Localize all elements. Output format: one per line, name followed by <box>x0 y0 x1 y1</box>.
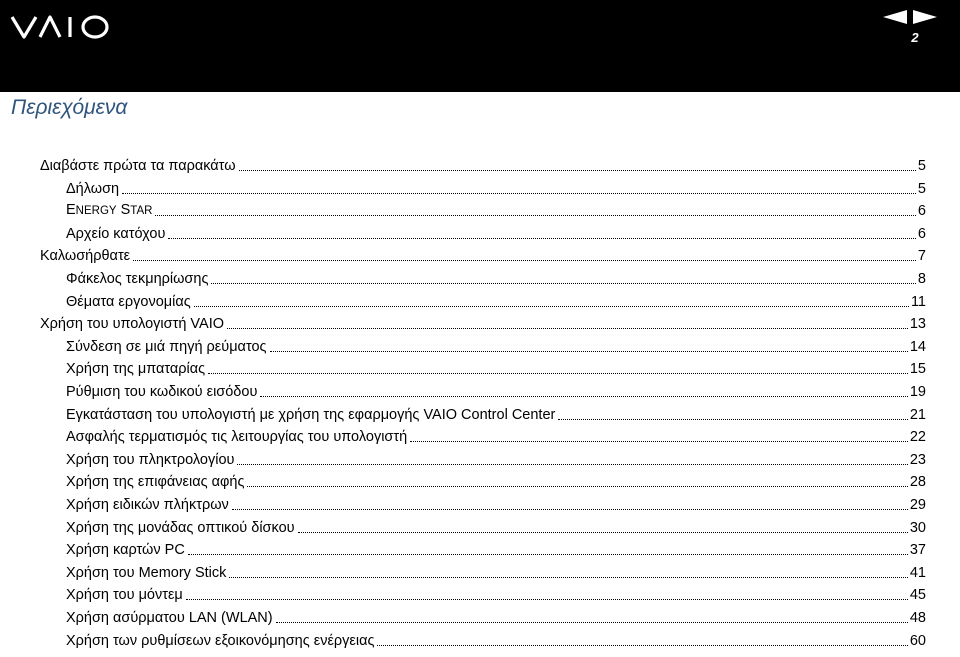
toc-entry-label: Ασφαλής τερματισμός τις λειτουργίας του υπολογιστή <box>66 429 408 446</box>
toc-entry-label: Αρχείο κατόχου <box>66 225 166 242</box>
dot-leader <box>377 644 907 646</box>
toc-entry-label: Χρήση της μπαταρίας <box>66 361 206 378</box>
toc-entry[interactable] <box>66 291 926 311</box>
toc-entry-label: Χρήση της επιφάνειας αφής <box>66 474 245 491</box>
dot-leader <box>194 305 909 307</box>
toc-entry-page: 23 <box>909 451 926 468</box>
dot-leader <box>270 350 908 352</box>
toc-entry-label: Καλωσήρθατε <box>40 248 131 265</box>
dot-leader <box>168 237 916 239</box>
toc-entry-page: 14 <box>909 338 926 355</box>
toc-entry-page: 41 <box>909 564 926 581</box>
toc-entry-page: 5 <box>917 180 926 197</box>
toc-entry-label: Χρήση της μονάδας οπτικού δίσκου <box>66 519 295 536</box>
dot-leader <box>410 440 908 442</box>
dot-leader <box>186 598 908 600</box>
vaio-logo <box>10 14 122 40</box>
toc-entry[interactable] <box>40 245 926 265</box>
toc-entry-page: 22 <box>909 429 926 446</box>
toc-entry-label: Θέματα εργονομίας <box>66 293 191 310</box>
toc-entry-page: 13 <box>909 316 926 333</box>
toc-entry-label: Χρήση καρτών PC <box>66 542 185 559</box>
toc-entry[interactable] <box>66 517 926 537</box>
toc-entry[interactable] <box>66 336 926 356</box>
toc-entry-label: Φάκελος τεκμηρίωσης <box>66 271 209 287</box>
toc-entry-label: Διαβάστε πρώτα τα παρακάτω <box>40 158 236 174</box>
toc-entry-page: 28 <box>909 474 926 491</box>
dot-leader <box>208 372 908 374</box>
toc-entry-page: 5 <box>917 158 926 174</box>
toc-entry[interactable] <box>66 381 926 401</box>
toc-entry-label: Χρήση του μόντεμ <box>66 587 183 604</box>
toc-entry[interactable] <box>40 313 926 333</box>
toc-entry[interactable] <box>66 178 926 198</box>
toc-entry[interactable] <box>66 584 926 604</box>
toc-entry[interactable] <box>66 223 926 243</box>
toc-entry-page: 15 <box>909 361 926 378</box>
toc-entry[interactable] <box>66 268 926 288</box>
dot-leader <box>247 485 907 487</box>
toc-entry-label: Χρήση του Memory Stick <box>66 564 227 581</box>
toc-entry-page: 6 <box>917 225 926 242</box>
dot-leader <box>237 463 907 465</box>
dot-leader <box>155 214 915 216</box>
dot-leader <box>229 576 907 578</box>
toc-entry-page: 6 <box>917 203 926 220</box>
toc-entry[interactable] <box>66 200 926 220</box>
toc-entry-label: Εγκατάσταση του υπολογιστή με χρήση της εφαρμογής VAIO Control Center <box>66 406 556 423</box>
toc-entry-page: 60 <box>909 632 926 649</box>
toc-entry-page: 45 <box>909 587 926 604</box>
toc-entry-page: 37 <box>909 542 926 559</box>
dot-leader <box>188 553 908 555</box>
toc-entry[interactable] <box>66 630 926 650</box>
dot-leader <box>133 259 916 261</box>
dot-leader <box>558 418 908 420</box>
toc-entry-label: Χρήση ειδικών πλήκτρων <box>66 497 229 513</box>
page-title: Περιεχόμενα <box>11 96 128 119</box>
toc-entry-label: Δήλωση <box>66 180 120 197</box>
toc-entry-page: 21 <box>909 406 926 423</box>
arrow-right-icon[interactable] <box>913 10 937 24</box>
toc-entry-page: 30 <box>909 519 926 536</box>
toc-entry[interactable] <box>66 358 926 378</box>
header-bar <box>0 0 960 92</box>
dot-leader <box>232 508 908 510</box>
dot-leader <box>211 282 915 284</box>
page-number: 2 <box>911 30 919 45</box>
toc-entry[interactable] <box>66 607 926 627</box>
toc-entry[interactable] <box>66 471 926 491</box>
dot-leader <box>227 327 908 329</box>
dot-leader <box>239 169 916 171</box>
toc-entry[interactable] <box>66 539 926 559</box>
toc-entry-label: Χρήση ασύρματου LAN (WLAN) <box>66 610 273 626</box>
toc-entry-label: Χρήση του πληκτρολογίου <box>66 451 235 468</box>
toc-entry[interactable] <box>66 426 926 446</box>
dot-leader <box>122 192 916 194</box>
toc-entry-page: 11 <box>910 293 926 310</box>
toc-entry[interactable] <box>66 449 926 469</box>
arrow-left-icon[interactable] <box>883 10 907 24</box>
toc-entry-page: 48 <box>909 610 926 626</box>
toc-entry-label: Χρήση του υπολογιστή VAIO <box>40 316 224 333</box>
toc-entry-label: Ρύθμιση του κωδικού εισόδου <box>66 384 258 400</box>
toc-entry-page: 7 <box>917 248 926 265</box>
dot-leader <box>276 621 908 623</box>
toc-entry-label: ENERGY STAR <box>66 202 153 219</box>
toc-entry-label: Χρήση των ρυθμίσεων εξοικονόμησης ενέργειας <box>66 632 375 649</box>
dot-leader <box>260 395 907 397</box>
toc-entry[interactable] <box>66 494 926 514</box>
toc-entry[interactable] <box>66 562 926 582</box>
toc-entry-page: 29 <box>909 497 926 513</box>
toc-entry-page: 8 <box>917 271 926 287</box>
toc-entry-label: Σύνδεση σε μιά πηγή ρεύματος <box>66 338 267 355</box>
page-nav <box>883 10 943 24</box>
toc-entry-page: 19 <box>909 384 926 400</box>
toc-entry[interactable] <box>40 155 926 175</box>
toc-entry[interactable] <box>66 404 926 424</box>
dot-leader <box>298 531 908 533</box>
